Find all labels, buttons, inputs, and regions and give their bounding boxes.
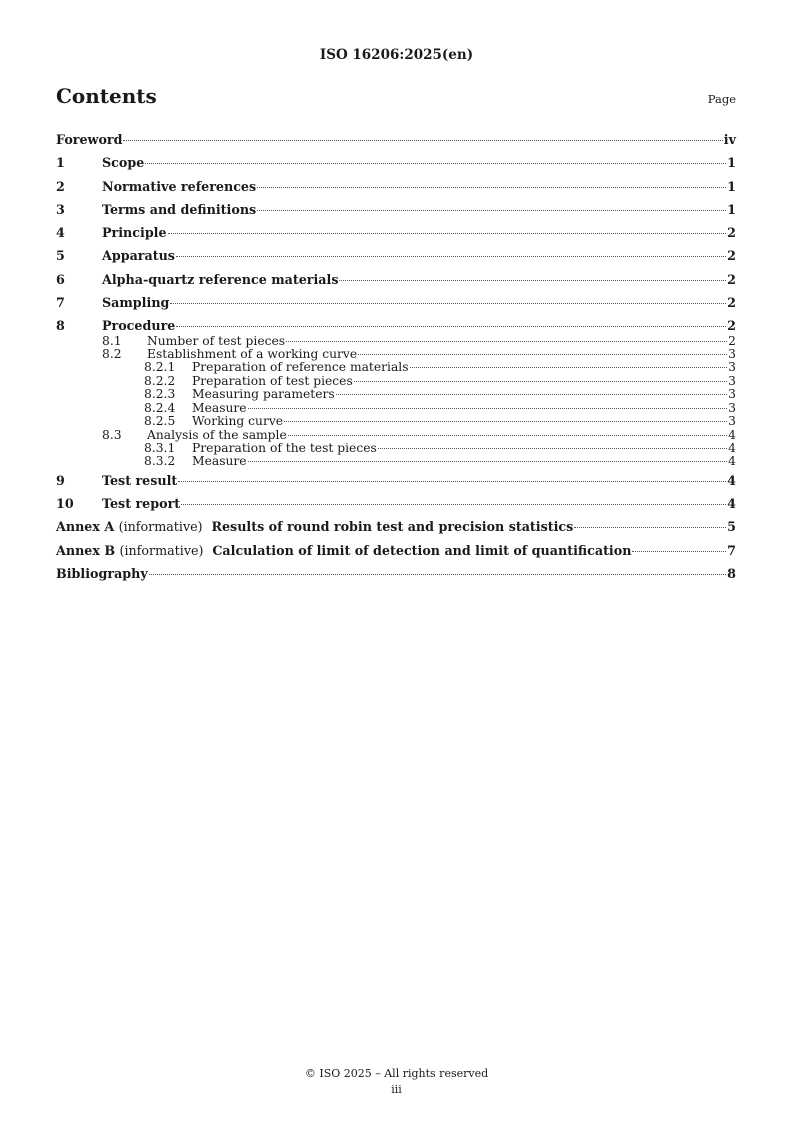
contents-title: Contents	[56, 84, 157, 108]
dot-leader	[257, 187, 726, 188]
toc-entry-number: 6	[56, 271, 65, 287]
toc-entry-title: Measure	[192, 400, 247, 415]
toc-entry-number: 10	[56, 496, 74, 512]
toc-entry-page: 3	[728, 347, 736, 362]
toc-entry-number: 8.3.2	[144, 454, 176, 469]
toc-entry-number: 8.2.5	[144, 414, 176, 429]
toc-entry-page: 7	[727, 542, 736, 558]
dot-leader	[176, 256, 726, 257]
dot-leader	[248, 408, 728, 409]
toc-entry-sampling[interactable]	[56, 291, 736, 314]
toc-entry-number: 2	[56, 178, 65, 194]
toc-entry-title: Measure	[192, 454, 247, 469]
dot-leader	[170, 303, 726, 304]
toc-entry-scope[interactable]	[56, 151, 736, 174]
toc-entry-preparation-of-reference-materials[interactable]	[56, 361, 736, 374]
toc-entry-title: Sampling	[102, 295, 170, 311]
toc-entry-number: 5	[56, 248, 65, 264]
dot-leader	[336, 394, 727, 395]
toc-entry-title: Preparation of the test pieces	[192, 440, 377, 455]
annex-type: (informative)	[118, 519, 203, 535]
dot-leader	[257, 210, 726, 211]
toc-entry-analysis-of-the-sample[interactable]	[56, 429, 736, 442]
toc-entry-number: 8.2	[102, 347, 122, 362]
dot-leader	[168, 233, 727, 234]
page-footer	[0, 1066, 793, 1098]
toc-entry-page: 3	[728, 360, 736, 375]
dot-leader	[123, 140, 722, 141]
toc-entry-foreword[interactable]	[56, 128, 736, 151]
dot-leader	[176, 326, 726, 327]
toc-entry-page: 1	[727, 155, 736, 171]
contents-heading-row	[56, 84, 736, 108]
toc-entry-apparatus[interactable]	[56, 244, 736, 267]
table-of-contents	[56, 128, 736, 585]
dot-leader	[358, 354, 727, 355]
annex-type: (informative)	[119, 542, 204, 558]
toc-entry-page: 3	[728, 387, 736, 402]
toc-entry-page: 3	[728, 400, 736, 415]
toc-entry-page: iv	[723, 132, 736, 147]
toc-entry-page: 2	[727, 271, 736, 287]
toc-entry-number: 8.2.4	[144, 400, 176, 415]
dot-leader	[354, 381, 727, 382]
toc-entry-title: Test result	[102, 472, 178, 488]
toc-entry-number: 8.1	[102, 333, 122, 348]
toc-entry-title: Number of test pieces	[147, 333, 286, 348]
toc-entry-page: 8	[727, 565, 736, 581]
toc-entry-number-of-test-pieces[interactable]	[56, 335, 736, 348]
toc-entry-page: 4	[728, 427, 736, 442]
toc-entry-title: Test report	[102, 496, 181, 512]
toc-entry-page: 1	[727, 201, 736, 217]
toc-entry-test-result[interactable]	[56, 469, 736, 492]
dot-leader	[378, 448, 727, 449]
toc-entry-title: Procedure	[102, 318, 176, 334]
toc-entry-number: 8.3	[102, 427, 122, 442]
toc-entry-title: Analysis of the sample	[147, 427, 287, 442]
toc-entry-title: Scope	[102, 155, 145, 171]
toc-entry-page: 3	[728, 373, 736, 388]
toc-entry-number: 8.3.1	[144, 440, 176, 455]
toc-entry-number: 9	[56, 472, 65, 488]
toc-entry-title: Results of round robin test and precision statistics	[211, 519, 574, 535]
toc-entry-normative-references[interactable]	[56, 175, 736, 198]
toc-entry-page: 1	[727, 178, 736, 194]
toc-entry-title: Working curve	[192, 414, 284, 429]
toc-entry-number: 8.2.1	[144, 360, 176, 375]
dot-leader	[145, 163, 726, 164]
annex-label: Annex B	[56, 542, 116, 558]
toc-entry-annex-a[interactable]	[56, 515, 736, 538]
toc-entry-page: 2	[727, 225, 736, 241]
toc-entry-title: Alpha-quartz reference materials	[102, 271, 339, 287]
toc-entry-title: Calculation of limit of detection and limit of quantification	[212, 542, 632, 558]
toc-entry-bibliography[interactable]	[56, 562, 736, 585]
dot-leader	[181, 504, 726, 505]
toc-entry-page: 2	[727, 295, 736, 311]
toc-entry-measure-sample[interactable]	[56, 455, 736, 468]
toc-entry-page: 4	[728, 454, 736, 469]
toc-entry-number: 7	[56, 295, 65, 311]
dot-leader	[632, 551, 726, 552]
document-id-header: ISO 16206:2025(en)	[319, 47, 474, 63]
toc-entry-reference-materials[interactable]	[56, 268, 736, 291]
toc-entry-title: Principle	[102, 225, 167, 241]
toc-entry-measure[interactable]	[56, 402, 736, 415]
toc-entry-annex-b[interactable]	[56, 539, 736, 562]
toc-entry-number: 3	[56, 201, 65, 217]
dot-leader	[339, 280, 726, 281]
page-number: iii	[391, 1083, 402, 1096]
toc-entry-page: 2	[727, 318, 736, 334]
dot-leader	[149, 574, 726, 575]
toc-entry-working-curve[interactable]	[56, 415, 736, 428]
toc-entry-title: Preparation of reference materials	[192, 360, 409, 375]
toc-entry-number: 1	[56, 155, 65, 171]
dot-leader	[286, 341, 727, 342]
toc-entry-measuring-parameters[interactable]	[56, 388, 736, 401]
dot-leader	[178, 481, 726, 482]
toc-entry-number: 4	[56, 225, 65, 241]
copyright-notice: © ISO 2025 – All rights reserved	[304, 1067, 489, 1080]
toc-entry-page: 4	[727, 472, 736, 488]
toc-entry-title: Foreword	[56, 132, 123, 147]
toc-entry-title: Bibliography	[56, 565, 148, 581]
dot-leader	[284, 421, 727, 422]
toc-entry-page: 4	[727, 496, 736, 512]
toc-entry-title: Normative references	[102, 178, 257, 194]
dot-leader	[288, 435, 727, 436]
toc-entry-title: Establishment of a working curve	[147, 347, 358, 362]
dot-leader	[574, 527, 726, 528]
toc-entry-preparation-of-test-pieces[interactable]	[56, 375, 736, 388]
toc-entry-page: 5	[727, 519, 736, 535]
toc-entry-working-curve-establishment[interactable]	[56, 348, 736, 361]
toc-entry-page: 3	[728, 414, 736, 429]
toc-entry-page: 4	[728, 440, 736, 455]
toc-entry-principle[interactable]	[56, 221, 736, 244]
toc-entry-number: 8.2.3	[144, 387, 176, 402]
toc-entry-number: 8	[56, 318, 65, 334]
dot-leader	[410, 367, 728, 368]
toc-entry-page: 2	[728, 333, 736, 348]
toc-entry-page: 2	[727, 248, 736, 264]
toc-entry-test-report[interactable]	[56, 492, 736, 515]
toc-entry-title: Terms and definitions	[102, 201, 257, 217]
toc-entry-terms-and-definitions[interactable]	[56, 198, 736, 221]
toc-entry-title: Apparatus	[102, 248, 175, 264]
toc-entry-title: Preparation of test pieces	[192, 373, 353, 388]
toc-entry-title: Measuring parameters	[192, 387, 335, 402]
toc-entry-number: 8.2.2	[144, 373, 176, 388]
dot-leader	[248, 461, 728, 462]
toc-entry-preparation-of-the-test-pieces[interactable]	[56, 442, 736, 455]
page-column-label: Page	[707, 92, 736, 106]
annex-label: Annex A	[56, 519, 115, 535]
